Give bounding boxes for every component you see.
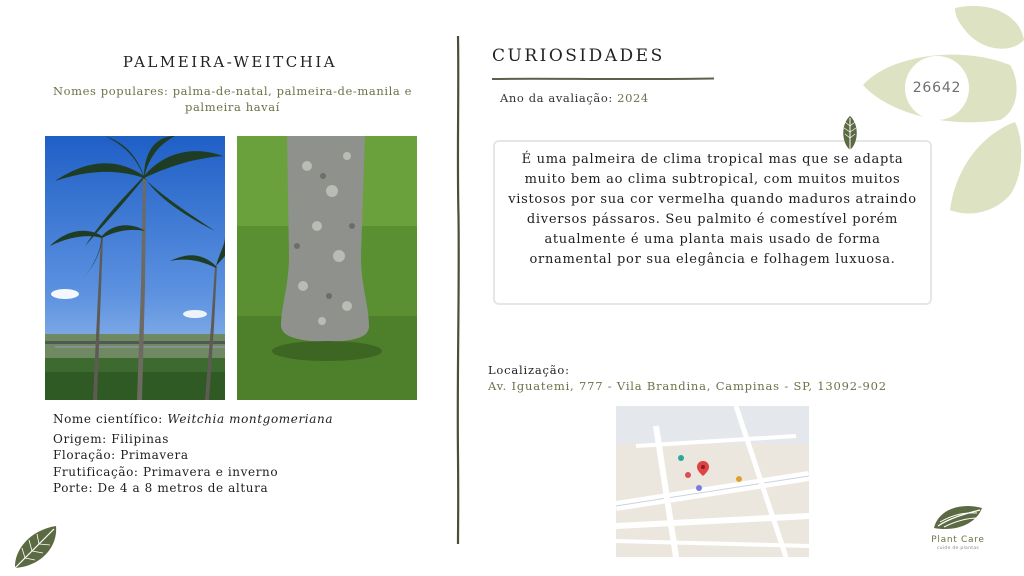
flowering-row: Floração: Primavera (53, 448, 189, 462)
popular-names: Nomes populares: palma-de-natal, palmeira-de-manila e palmeira havaí (52, 84, 413, 114)
curiosities-title: CURIOSIDADES (492, 46, 665, 66)
year-value: 2024 (617, 91, 649, 105)
scientific-name-value: Weitchia montgomeriana (167, 412, 334, 426)
brand-name: Plant Care (931, 535, 985, 545)
plant-care-logo (918, 502, 998, 552)
map-poi-icon (678, 455, 684, 461)
curiosity-text: É uma palmeira de clima tropical mas que se adapta muito bem ao clima subtropical, com muitos muitos vistosos por sua cor vermelha quando maduros atraindo diversos pássaros. Seu palmito é comestível porém atualmente é uma planta mais usado de forma ornamental por sua elegância e folhagem luxuosa. (508, 152, 917, 267)
scientific-name-row (53, 411, 333, 428)
column-divider (455, 36, 461, 544)
location-label: Localização: (488, 363, 570, 377)
fruiting-row: Frutificação: Primavera e inverno (53, 464, 279, 479)
decorative-leaves (850, 0, 1024, 230)
map-poi-icon (685, 472, 691, 478)
leaf-icon (10, 522, 60, 572)
logo-leaf-icon (930, 502, 986, 532)
map-poi-icon (736, 476, 742, 482)
leaf-icon (839, 114, 861, 154)
palm-tree-photo (45, 136, 225, 400)
plant-facts (53, 411, 333, 497)
map-poi-icon (696, 485, 702, 491)
size-row: Porte: De 4 a 8 metros de altura (53, 481, 269, 495)
evaluation-code: 26642 (912, 80, 962, 96)
scientific-name-label: Nome científico: (53, 412, 163, 426)
year-label: Ano da avaliação: (500, 91, 613, 105)
palm-trunk-photo (237, 136, 417, 400)
plant-title: PALMEIRA-WEITCHIA (122, 53, 338, 71)
location-map[interactable] (616, 406, 809, 557)
evaluation-year (500, 91, 649, 105)
title-underline (492, 68, 714, 76)
origin-row: Origem: Filipinas (53, 431, 170, 446)
location-address: Av. Iguatemi, 777 - Vila Brandina, Campinas - SP, 13092-902 (488, 379, 887, 393)
brand-tagline: cuide de plantas (936, 546, 980, 551)
